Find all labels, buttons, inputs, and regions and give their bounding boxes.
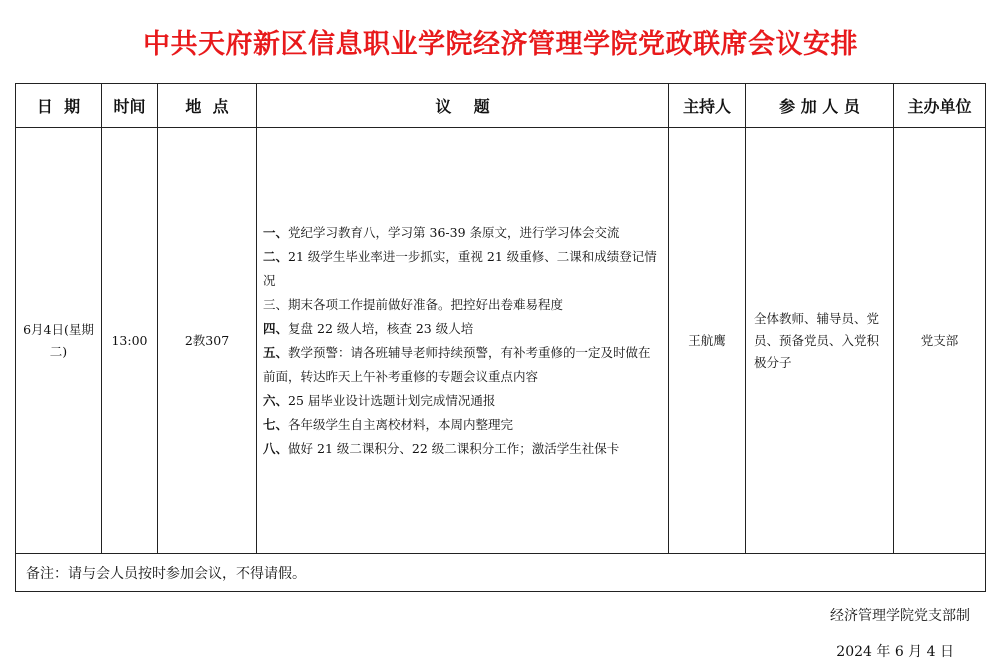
header-row (16, 84, 986, 128)
header-agenda: 议 题 (257, 84, 669, 128)
time-value: 13:00 (111, 332, 148, 348)
agenda-item: 七、各年级学生自主离校材料，本周内整理完 (263, 416, 514, 432)
agenda-item: 六、25 届毕业设计选题计划完成情况通报 (263, 392, 496, 408)
cell-organizer (894, 128, 986, 554)
header-attendees: 参 加 人 员 (746, 84, 894, 128)
cell-attendees (746, 128, 894, 554)
attendees-value: 全体教师、辅导员、党员、预备党员、入党积极分子 (754, 310, 880, 370)
header-host: 主持人 (669, 84, 746, 128)
date-value: 6月4日(星期二) (23, 321, 94, 359)
header-location: 地 点 (158, 84, 257, 128)
agenda-item: 五、教学预警：请各班辅导老师持续预警，有补考重修的一定及时做在前面，转达昨天上午补考重修的专题会议重点内容 (263, 344, 651, 384)
page-title: 中共天府新区信息职业学院经济管理学院党政联席会议安排 (143, 29, 858, 60)
host-value: 王航鹰 (688, 332, 726, 348)
agenda-item: 四、复盘 22 级人培，核查 23 级人培 (263, 320, 474, 336)
cell-date (16, 128, 102, 554)
note-row (16, 554, 986, 592)
schedule-table (15, 83, 986, 592)
agenda-item: 一、党纪学习教育八，学习第 36-39 条原文，进行学习体会交流 (263, 224, 620, 240)
table-row (16, 128, 986, 554)
cell-time (102, 128, 158, 554)
footer-maker: 经济管理学院党支部制 (830, 608, 970, 624)
footer-date: 2024 年 6 月 4 日 (836, 644, 954, 660)
cell-host (669, 128, 746, 554)
organizer-value: 党支部 (920, 332, 959, 348)
note-cell: 备注：请与会人员按时参加会议，不得请假。 (16, 554, 986, 592)
header-organizer: 主办单位 (894, 84, 986, 128)
agenda-item: 二、21 级学生毕业率进一步抓实，重视 21 级重修、二课和成绩登记情况 (263, 248, 657, 288)
header-time: 时间 (102, 84, 158, 128)
agenda-item: 三、期末各项工作提前做好准备。把控好出卷难易程度 (263, 296, 564, 312)
agenda-item: 八、做好 21 级二课积分、22 级二课积分工作；激活学生社保卡 (263, 440, 620, 456)
header-date: 日 期 (16, 84, 102, 128)
location-value: 2教307 (184, 332, 230, 348)
cell-agenda (257, 128, 669, 554)
cell-location (158, 128, 257, 554)
